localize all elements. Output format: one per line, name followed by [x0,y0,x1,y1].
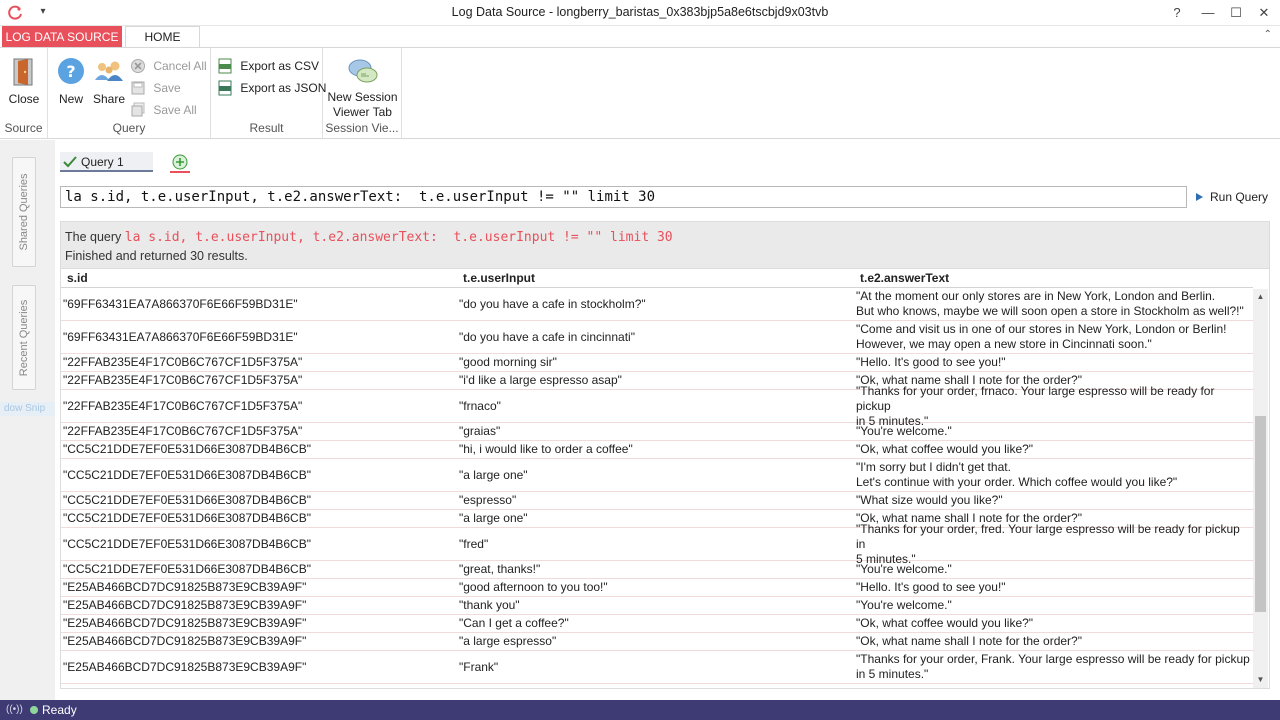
results-rows [61,288,1253,684]
new-session-tab-label-1: New Session [327,90,398,104]
cell-sid [63,354,455,371]
cell-userinput-text: "a large one" [459,467,528,482]
query-input[interactable]: la s.id, t.e.userInput, t.e2.answerText: t.e.userInput != "" limit 30 [60,186,1187,208]
shared-queries-label: Shared Queries [18,173,30,251]
status-bar [0,700,1280,720]
cell-answertext-text: "Hello. It's good to see you!" [856,355,1006,369]
cell-sid-text: "CC5C21DDE7EF0E531D66E3087DB4B6CB" [63,511,311,525]
cell-sid [63,651,455,683]
tab-query-1[interactable] [60,152,153,172]
cell-sid-text: "E25AB466BCD7DC91825B873E9CB39A9F" [63,580,307,594]
play-icon [1196,193,1203,201]
table-row[interactable] [61,423,1253,441]
cell-userinput [459,651,853,683]
share-query-button[interactable] [91,56,127,106]
ribbon [0,47,1280,139]
maximize-button[interactable]: ☐ [1230,5,1242,20]
export-csv-button[interactable] [217,56,319,76]
cell-answertext [856,383,1251,428]
cell-sid-text: "E25AB466BCD7DC91825B873E9CB39A9F" [63,634,307,648]
cell-userinput-text: "good afternoon to you too!" [459,580,608,594]
run-query-label: Run Query [1210,190,1269,204]
door-exit-icon [8,56,40,88]
tab-log-data-source[interactable]: LOG DATA SOURCE [2,26,122,48]
cell-sid-text: "CC5C21DDE7EF0E531D66E3087DB4B6CB" [63,536,311,551]
shared-queries-tab[interactable] [12,157,36,267]
broadcast-icon: ((•)) [6,704,23,715]
cell-userinput-text: "i'd like a large espresso asap" [459,373,622,387]
query-status-code: la s.id, t.e.userInput, t.e2.answerText: t.e.userInput != "" limit 30 [124,230,673,245]
cell-userinput [459,423,853,440]
cell-answertext-text: "Hello. It's good to see you!" [856,580,1006,594]
quick-access-dropdown-button[interactable]: ▾ [40,6,46,17]
recent-queries-tab[interactable] [12,285,36,390]
cell-userinput [459,390,853,422]
cell-userinput-text: "espresso" [459,493,517,507]
cell-answertext-text: "Thanks for your order, frnaco. Your large espresso will be ready for pickup in 5 minutes." [856,383,1215,428]
cell-sid-text: "69FF63431EA7A866370F6E66F59BD31E" [63,329,298,344]
table-row[interactable] [61,383,1253,428]
cell-userinput-text: "a large one" [459,511,528,525]
table-row[interactable] [61,354,1253,372]
cell-userinput-text: "graias" [459,424,501,438]
table-row[interactable] [61,651,1253,684]
cell-userinput [459,633,853,650]
save-all-label: Save All [153,103,197,117]
cell-sid [63,579,455,596]
cell-sid [63,423,455,440]
check-icon [62,154,78,170]
cell-sid-text: "CC5C21DDE7EF0E531D66E3087DB4B6CB" [63,493,311,507]
users-icon [93,56,125,88]
help-bubble-icon [55,56,87,88]
cell-answertext-text: "What size would you like?" [856,493,1003,507]
cell-answertext [856,492,1251,509]
save-all-icon [130,102,146,118]
cell-answertext-text: "Ok, what name shall I note for the order?" [856,634,1082,648]
table-row[interactable] [61,288,1253,321]
save-label: Save [153,81,181,95]
cell-sid [63,492,455,509]
close-source-label: Close [8,92,40,106]
table-row[interactable] [61,459,1253,492]
cell-sid [63,528,455,560]
cell-sid-text: "CC5C21DDE7EF0E531D66E3087DB4B6CB" [63,467,311,482]
new-query-label: New [58,92,83,106]
cell-sid-text: "22FFAB235E4F17C0B6C767CF1D5F375A" [63,424,303,438]
cancel-all-label: Cancel All [153,59,207,73]
ribbon-group-session-viewer [323,48,402,138]
cell-answertext-text: "Ok, what coffee would you like?" [856,442,1034,456]
results-table [60,269,1270,689]
cell-userinput [459,441,853,458]
cell-sid-text: "22FFAB235E4F17C0B6C767CF1D5F375A" [63,398,303,413]
cell-sid [63,390,455,422]
cell-userinput-text: "thank you" [459,598,520,612]
window-snip-overlay: dow Snip [0,402,55,416]
title-bar [0,0,1280,26]
column-header-answertext[interactable]: t.e2.answerText [860,271,950,285]
cell-userinput [459,459,853,491]
cell-userinput [459,561,853,578]
cell-answertext-text: "Come and visit us in one of our stores in New York, London or Berlin! However, we may open a new store in Cincinnati soon." [856,322,1227,351]
cell-answertext [856,651,1251,683]
cell-answertext-text: "Ok, what name shall I note for the order?" [856,511,1082,525]
new-session-tab-label-2: Viewer Tab [333,105,392,119]
cell-userinput-text: "fred" [459,536,489,551]
cell-sid [63,597,455,614]
new-session-viewer-tab-button[interactable] [325,56,400,120]
cancel-all-button[interactable] [130,56,207,76]
cell-sid-text: "CC5C21DDE7EF0E531D66E3087DB4B6CB" [63,442,311,456]
add-query-tab-button[interactable] [170,153,190,173]
cell-userinput-text: "good morning sir" [459,355,557,369]
cell-userinput [459,615,853,632]
cell-answertext [856,423,1251,440]
minimize-button[interactable]: — [1201,5,1215,20]
table-row[interactable] [61,492,1253,510]
cell-answertext [856,521,1251,566]
table-row[interactable] [61,597,1253,615]
cell-userinput-text: "a large espresso" [459,634,557,648]
cell-userinput-text: "Can I get a coffee?" [459,616,569,630]
cell-answertext-text: "You're welcome." [856,562,952,576]
side-panel [0,140,55,700]
scroll-down-arrow-icon[interactable]: ▼ [1256,675,1265,684]
cell-answertext [856,354,1251,371]
group-label-query: Query [112,121,146,135]
collapse-ribbon-icon[interactable]: ⌃ [1263,29,1272,40]
csv-file-icon [217,58,233,74]
cell-sid [63,615,455,632]
table-row[interactable] [61,441,1253,459]
cell-userinput [459,354,853,371]
scrollbar-thumb[interactable] [1255,416,1266,612]
cell-sid [63,459,455,491]
table-row[interactable] [61,561,1253,579]
cell-answertext [856,288,1251,320]
cell-userinput-text: "do you have a cafe in stockholm?" [459,296,646,311]
cell-answertext [856,633,1251,650]
table-row[interactable] [61,579,1253,597]
cell-sid [63,321,455,353]
close-window-button[interactable]: ✕ [1258,5,1270,20]
share-query-label: Share [92,92,126,106]
status-indicator-icon [30,706,38,714]
cell-sid-text: "CC5C21DDE7EF0E531D66E3087DB4B6CB" [63,562,311,576]
cell-userinput [459,510,853,527]
cell-answertext-text: "Thanks for your order, fred. Your large espresso will be ready for pickup in 5 minutes." [856,521,1240,566]
close-source-button[interactable] [6,56,42,106]
cell-answertext [856,579,1251,596]
cell-userinput [459,579,853,596]
plus-circle-icon [171,153,189,171]
table-row[interactable] [61,521,1253,566]
svg-text:?: ? [66,62,76,81]
export-csv-label: Export as CSV [240,59,320,73]
cell-sid-text: "22FFAB235E4F17C0B6C767CF1D5F375A" [63,373,303,387]
column-header-userinput[interactable]: t.e.userInput [463,271,536,285]
cell-userinput [459,492,853,509]
run-query-button[interactable] [1196,188,1268,206]
cell-answertext [856,459,1251,491]
cell-answertext [856,615,1251,632]
cell-userinput [459,528,853,560]
tab-home[interactable]: HOME [125,26,200,48]
cell-answertext-text: "Ok, what name shall I note for the order?" [856,373,1082,387]
table-row[interactable] [61,321,1253,354]
query-tab-label: Query 1 [81,155,124,169]
group-label-result: Result [249,121,284,135]
cell-sid-text: "69FF63431EA7A866370F6E66F59BD31E" [63,296,298,311]
cell-answertext [856,321,1251,353]
save-all-button[interactable] [130,100,197,120]
status-text: Ready [42,703,77,717]
ribbon-group-result [211,48,327,138]
save-icon [130,80,146,96]
cell-userinput-text: "hi, i would like to order a coffee" [459,442,633,456]
cell-userinput-text: "Frank" [459,659,499,674]
query-status-box [60,221,1270,269]
query-result-message: Finished and returned 30 results. [65,249,248,263]
cell-answertext-text: "You're welcome." [856,424,952,438]
cancel-icon [130,58,146,74]
results-scrollbar[interactable] [1253,289,1268,688]
cell-answertext [856,597,1251,614]
ribbon-group-source [0,48,48,138]
ribbon-tabs [0,26,1280,48]
window-title: Log Data Source - longberry_baristas_0x383bjp5a8e6tscbjd9x03tvb [451,5,829,19]
cell-userinput-text: "do you have a cafe in cincinnati" [459,329,635,344]
cell-answertext-text: "At the moment our only stores are in New York, London and Berlin. But who knows, maybe we will soon open a store in Stockholm as well?!" [856,289,1244,318]
cell-sid [63,561,455,578]
cell-answertext-text: "I'm sorry but I didn't get that. Let's continue with your order. Which coffee would you like?" [856,460,1178,489]
cell-sid [63,372,455,389]
cell-sid-text: "E25AB466BCD7DC91825B873E9CB39A9F" [63,616,307,630]
cell-userinput [459,288,853,320]
cell-sid [63,633,455,650]
help-button[interactable]: ? [1173,5,1181,20]
scroll-up-arrow-icon[interactable]: ▲ [1256,292,1265,301]
cell-answertext-text: "You're welcome." [856,598,952,612]
cell-answertext [856,561,1251,578]
chat-bubbles-icon [347,56,379,88]
results-header [61,269,1253,288]
cell-sid [63,441,455,458]
cell-userinput-text: "frnaco" [459,398,501,413]
group-label-source: Source [4,121,43,135]
cell-userinput [459,321,853,353]
cell-userinput [459,597,853,614]
cell-answertext [856,441,1251,458]
cell-userinput [459,372,853,389]
cell-sid [63,510,455,527]
ribbon-group-query [48,48,211,138]
cell-answertext-text: "Ok, what coffee would you like?" [856,616,1034,630]
cell-sid [63,288,455,320]
export-json-button[interactable] [217,78,326,98]
group-label-session-viewer: Session Vie... [325,121,399,135]
cell-answertext-text: "Thanks for your order, Frank. Your large espresso will be ready for pickup in 5 minutes." [856,652,1250,681]
column-header-sid[interactable]: s.id [67,271,88,285]
query-status-prefix: The query [65,230,125,244]
cell-sid-text: "E25AB466BCD7DC91825B873E9CB39A9F" [63,598,307,612]
export-json-label: Export as JSON [240,81,327,95]
cell-sid-text: "E25AB466BCD7DC91825B873E9CB39A9F" [63,659,307,674]
recent-queries-label: Recent Queries [18,299,30,376]
table-row[interactable] [61,633,1253,651]
query-status-line [65,228,1265,247]
save-button[interactable] [130,78,181,98]
table-row[interactable] [61,615,1253,633]
new-query-button[interactable] [54,56,88,106]
cell-sid-text: "22FFAB235E4F17C0B6C767CF1D5F375A" [63,355,303,369]
cell-userinput-text: "great, thanks!" [459,562,541,576]
json-file-icon [217,80,233,96]
